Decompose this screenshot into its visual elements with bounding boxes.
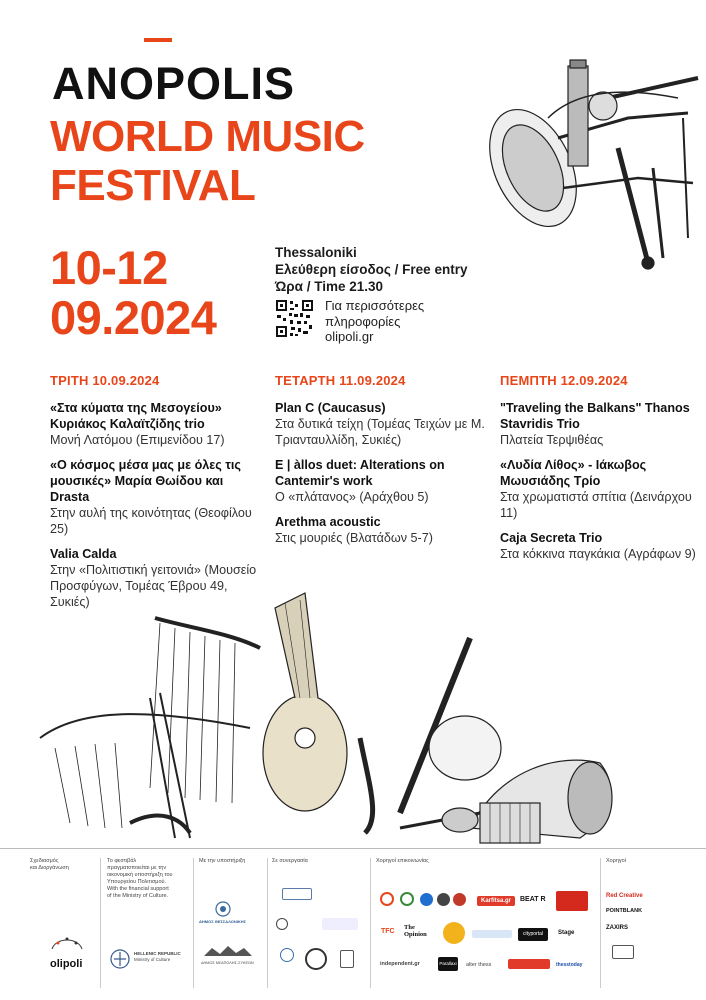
ministry-logo-line-1: HELLENIC REPUBLIC <box>134 951 181 956</box>
event-title: E | àllos duet: Alterations on Cantemir's work <box>275 458 445 488</box>
brass-instruments-illustration <box>488 58 706 273</box>
media-logo-red <box>453 893 466 906</box>
media-logo-red-box <box>556 891 588 911</box>
brand-overline <box>144 38 172 42</box>
footer-divider <box>600 858 601 988</box>
qr-code-icon[interactable] <box>275 299 314 338</box>
event-title: Plan C (Caucasus) <box>275 401 386 415</box>
brand-part-an: AN <box>52 58 119 109</box>
event-venue: Στα δυτικά τείχη (Τομέας Τειχών με Μ. Τριανταυλλίδη, Συκιές) <box>275 417 485 447</box>
stage-logo: Stage <box>558 930 575 936</box>
pointblank-logo: POINTBLANK <box>606 908 643 914</box>
footer-divider <box>267 858 268 988</box>
event-title: «Στα κύματα της Μεσογείου» Κυριάκος Καλαϊτζίδης trio <box>50 401 222 431</box>
zaxirs-logo: ZAXIRS <box>606 925 629 931</box>
neapoli-sykies-logo: ΔΗΜΟΣ ΝΕΑΠΟΛΗΣ-ΣΥΚΕΩΝ <box>201 961 254 965</box>
city: Thessaloniki <box>275 245 357 260</box>
media-sponsors-label: Χορηγοί επικοινωνίας <box>376 858 429 864</box>
tfc-logo: TFC <box>381 928 395 935</box>
thessaloniki-municipality-logo: ΔΗΜΟΣ ΘΕΣΣΑΛΟΝΙΚΗΣ <box>199 919 247 924</box>
program-day-wednesday <box>275 373 485 555</box>
footer-organizer <box>30 858 95 872</box>
brand-part-polis: POLIS <box>155 58 296 109</box>
neapoli-sykies-icon <box>202 944 254 958</box>
event-item <box>500 400 706 448</box>
event-item <box>275 457 485 505</box>
greek-emblem-icon <box>110 948 130 970</box>
event-item <box>50 457 260 537</box>
parallaxi-logo: Parallaxi <box>438 957 458 971</box>
collab-logo-2 <box>276 918 288 930</box>
event-item <box>500 457 706 521</box>
event-item <box>500 530 706 562</box>
thesstoday-logo: thesstoday <box>556 962 583 968</box>
media-logo-dark <box>437 893 450 906</box>
alterthess-logo: alter thess <box>466 962 492 968</box>
event-venue: Πλατεία Τερψιθέας <box>500 433 604 447</box>
footer-divider <box>100 858 101 988</box>
event-venue: Στα χρωματιστά σπίτια (Δεινάρχου 11) <box>500 490 692 520</box>
karfitsa-logo: Karfitsa.gr <box>477 896 515 906</box>
more-info <box>325 298 424 345</box>
date-month-year: 09.2024 <box>50 291 217 344</box>
footer-divider <box>370 858 371 988</box>
red-creative-logo: Red Creative <box>606 893 643 899</box>
ministry-text-1: Το φεστιβάλ <box>107 858 137 864</box>
sponsor-logo-4 <box>612 945 634 959</box>
unesco-icon <box>280 948 294 962</box>
brand-anopolis <box>52 58 295 110</box>
program-day-thursday <box>500 373 706 571</box>
media-logo-light <box>472 930 512 938</box>
support-label: Με την υποστήριξη <box>199 858 246 864</box>
day-heading: ΤΕΤΑΡΤΗ 11.09.2024 <box>275 373 406 388</box>
event-title: Arethma acoustic <box>275 515 381 529</box>
collab-logo-3 <box>322 918 358 930</box>
ministry-logo-line-2: Ministry of Culture <box>134 957 171 962</box>
media-logo-yellow <box>443 922 465 944</box>
event-info <box>275 244 467 295</box>
day-heading: ΠΕΜΠΤΗ 12.09.2024 <box>500 373 628 388</box>
title-line-1: WORLD MUSIC <box>50 112 365 161</box>
festival-title <box>50 112 365 210</box>
beatr-logo: BEAT R <box>520 896 546 903</box>
ministry-text-6: of the Ministry of Culture. <box>107 893 169 899</box>
olipoli-logo: olipoli <box>50 958 83 970</box>
event-venue: Στις μουριές (Βλατάδων 5-7) <box>275 531 433 545</box>
event-item <box>50 400 260 448</box>
event-title: «Ο κόσμος μέσα μας με όλες τις μουσικές» Μαρία Θωίδου και Drasta <box>50 458 241 504</box>
ministry-text-4: Υπουργείου Πολιτισμού. <box>107 879 167 885</box>
start-time: Ώρα / Time 21.30 <box>275 279 384 294</box>
brand-part-o: O <box>119 58 156 109</box>
the-opinion-logo: The Opinion <box>404 924 427 938</box>
event-title: "Traveling the Balkans" Thanos Stavridis Trio <box>500 401 690 431</box>
more-info-line-1: Για περισσότερες <box>325 298 425 313</box>
string-instruments-illustration <box>0 588 706 846</box>
festival-dates <box>50 243 216 343</box>
media-logo-blue <box>420 893 433 906</box>
world-heritage-icon <box>305 948 327 970</box>
program-day-tuesday <box>50 373 260 619</box>
ministry-text-2: πραγματοποιείται με την <box>107 865 167 871</box>
independent-logo: independent.gr <box>380 961 420 967</box>
thessaloniki-municipality-icon <box>213 900 233 918</box>
date-days: 10-12 <box>50 241 168 294</box>
footer-ministry <box>107 858 187 900</box>
ministry-logo-text <box>134 951 181 963</box>
organizer-label: Σχεδιασμός <box>30 858 59 864</box>
radio-logo-icon <box>380 892 394 906</box>
event-title: Valia Calda <box>50 547 117 561</box>
more-info-line-2: πληροφορίες <box>325 313 401 329</box>
day-heading: ΤΡΙΤΗ 10.09.2024 <box>50 373 160 388</box>
event-venue: Μονή Λατόμου (Επιμενίδου 17) <box>50 433 225 447</box>
event-title: Caja Secreta Trio <box>500 531 603 545</box>
collaboration-label: Σε συνεργασία <box>272 858 308 864</box>
olipoli-logo-icon <box>48 933 86 953</box>
website-link[interactable]: olipoli.gr <box>325 329 374 344</box>
footer-divider <box>193 858 194 988</box>
event-item <box>275 400 485 448</box>
event-title: «Λυδία Λίθος» - Ιάκωβος Μωυσιάδης Τρίο <box>500 458 647 488</box>
cityportal-logo: cityportal <box>518 928 548 941</box>
event-venue: Στην «Πολιτιστική γειτονιά» (Μουσείο Προσφύγων, Τομέας Έβρου 49, Συκιές) <box>50 563 257 609</box>
radio-logo-icon-2 <box>400 892 414 906</box>
collab-logo-1 <box>282 888 312 900</box>
media-logo-red-2 <box>508 959 550 969</box>
event-venue: Ο «πλάτανος» (Αράχθου 5) <box>275 490 429 504</box>
collab-logo-4 <box>340 950 354 968</box>
free-entry: Ελεύθερη είσοδος / Free entry <box>275 262 468 277</box>
sponsors-label: Χορηγοί <box>606 858 626 864</box>
event-venue: Στην αυλή της κοινότητας (Θεοφίλου 25) <box>50 506 252 536</box>
organizer-label-2: και Διοργάνωση <box>30 865 69 871</box>
ministry-text-3: οικονομική υποστήριξη του <box>107 872 173 878</box>
event-venue: Στα κόκκινα παγκάκια (Αγράφων 9) <box>500 547 696 561</box>
title-line-2: FESTIVAL <box>50 161 256 210</box>
event-item <box>275 514 485 546</box>
ministry-text-5: With the financial support <box>107 886 169 892</box>
